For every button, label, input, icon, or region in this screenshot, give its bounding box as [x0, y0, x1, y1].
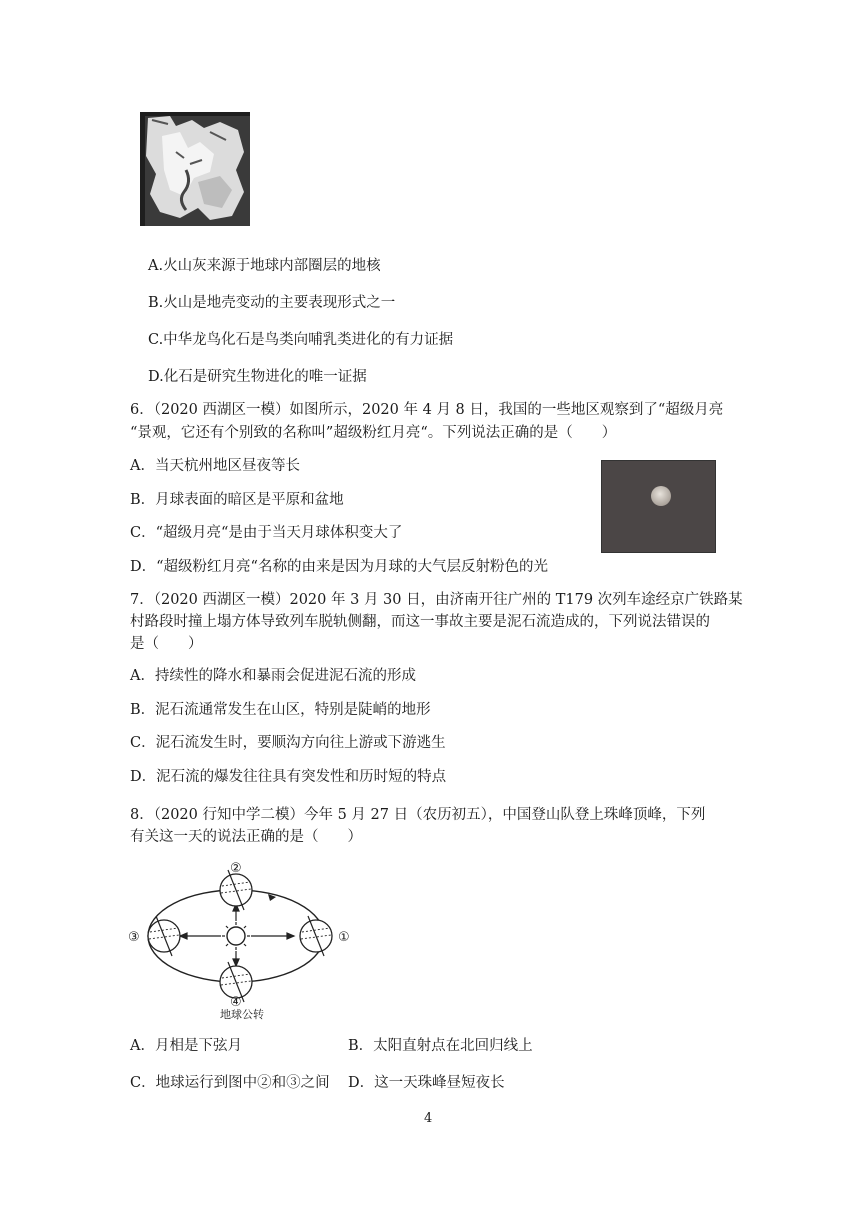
- q6-option-d: D．“超级粉红月亮“名称的由来是因为月球的大气层反射粉色的光: [130, 559, 548, 575]
- position-4-label: ④: [230, 995, 242, 1010]
- q6-option-a: A．当天杭州地区昼夜等长: [130, 458, 300, 474]
- q8-option-b: B．太阳直射点在北回归线上: [348, 1038, 533, 1054]
- q5-option-c: C.中华龙鸟化石是鸟类向哺乳类进化的有力证据: [148, 332, 454, 348]
- super-moon-photo: [601, 460, 716, 553]
- q8-option-a: A．月相是下弦月: [130, 1038, 242, 1054]
- fossil-photo: [140, 112, 250, 226]
- diagram-caption: 地球公转: [220, 1008, 264, 1021]
- q7-stem-line2: 村路段时撞上塌方体导致列车脱轨侧翻，而这一事故主要是泥石流造成的，下列说法错误的: [130, 614, 710, 630]
- q6-stem-line2: “景观，它还有个别致的名称叫”超级粉红月亮“。下列说法正确的是（ ）: [130, 425, 617, 441]
- q5-option-d: D.化石是研究生物进化的唯一证据: [148, 369, 367, 385]
- q7-option-a: A．持续性的降水和暴雨会促进泥石流的形成: [130, 668, 416, 684]
- moon-icon: [651, 486, 671, 506]
- earth-revolution-diagram: [126, 858, 356, 1021]
- position-3-label: ③: [128, 930, 140, 945]
- q7-stem-line3: 是（ ）: [130, 636, 203, 652]
- q6-stem-line1: 6．（2020 西湖区一模）如图所示，2020 年 4 月 8 日，我国的一些地区观察到了“超级月亮: [130, 402, 724, 418]
- q6-option-c: C．“超级月亮“是由于当天月球体积变大了: [130, 525, 403, 541]
- q8-stem-line2: 有关这一天的说法正确的是（ ）: [130, 829, 362, 845]
- position-1-label: ①: [338, 930, 350, 945]
- q7-option-c: C．泥石流发生时，要顺沟方向往上游或下游逃生: [130, 735, 446, 751]
- position-2-label: ②: [230, 861, 242, 876]
- q8-option-d: D．这一天珠峰昼短夜长: [348, 1075, 505, 1091]
- q7-option-d: D．泥石流的爆发往往具有突发性和历时短的特点: [130, 769, 447, 785]
- q6-option-b: B．月球表面的暗区是平原和盆地: [130, 492, 344, 508]
- q5-option-b: B.火山是地壳变动的主要表现形式之一: [148, 295, 396, 311]
- page-number: 4: [424, 1111, 433, 1126]
- q8-option-c: C．地球运行到图中②和③之间: [130, 1075, 330, 1091]
- q5-option-a: A.火山灰来源于地球内部圈层的地核: [148, 258, 381, 274]
- q7-stem-line1: 7．（2020 西湖区一模）2020 年 3 月 30 日，由济南开往广州的 T179 次列车途经京广铁路某: [130, 592, 743, 608]
- q7-option-b: B．泥石流通常发生在山区，特别是陡峭的地形: [130, 702, 431, 718]
- q8-stem-line1: 8．（2020 行知中学二模）今年 5 月 27 日（农历初五），中国登山队登上珠峰顶峰，下列: [130, 807, 706, 823]
